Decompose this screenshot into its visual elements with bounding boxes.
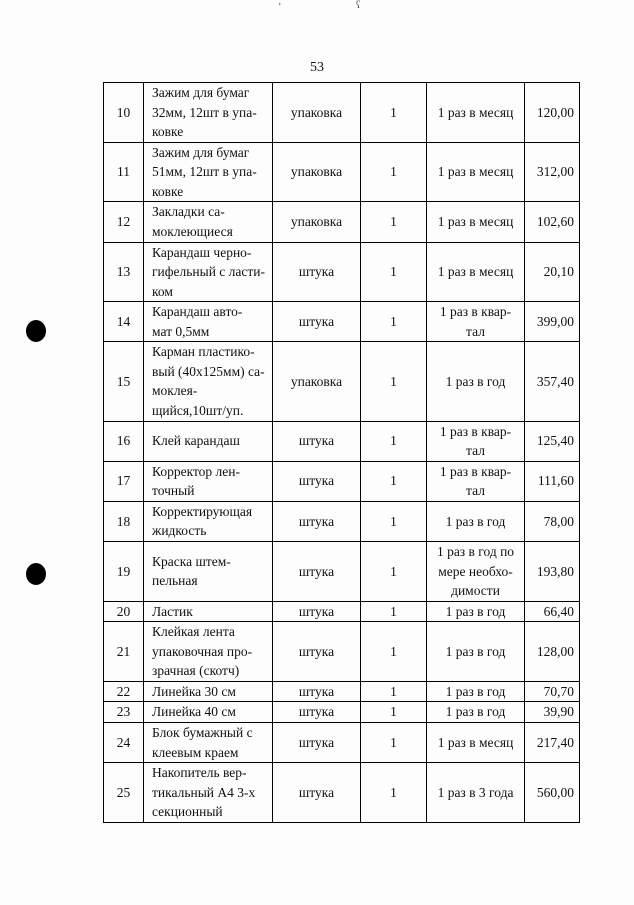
frequency-cell xyxy=(427,723,525,763)
unit-cell: штука xyxy=(273,681,361,702)
row-number-cell: 12 xyxy=(104,202,144,242)
frequency-cell xyxy=(427,763,525,823)
frequency-cell-line: 1 раз в квар- xyxy=(439,304,512,320)
table-row xyxy=(104,702,580,723)
item-name-cell-line: тикальный А4 3-х xyxy=(152,784,256,800)
row-number-cell: 13 xyxy=(104,242,144,302)
item-name-cell xyxy=(144,342,273,421)
punch-hole xyxy=(26,320,46,342)
row-number-cell: 17 xyxy=(104,461,144,501)
item-name-cell-line: точный xyxy=(152,483,195,499)
table-row xyxy=(104,541,580,601)
table-row xyxy=(104,681,580,702)
page-number: 53 xyxy=(310,60,324,75)
price-cell: 312,00 xyxy=(525,142,580,202)
item-name-cell-line: ком xyxy=(152,283,173,299)
scan-speck: ’ xyxy=(278,2,282,13)
item-name-cell-line: Зажим для бумаг xyxy=(152,144,250,160)
quantity-cell: 1 xyxy=(361,763,427,823)
quantity-cell: 1 xyxy=(361,342,427,421)
item-name-cell-line: Закладки са- xyxy=(152,204,225,220)
unit-cell: штука xyxy=(273,302,361,342)
price-cell: 128,00 xyxy=(525,622,580,682)
item-name-cell-line: моклеющиеся xyxy=(152,223,233,239)
item-name-cell-line: Накопитель вер- xyxy=(152,765,247,781)
unit-cell: штука xyxy=(273,601,361,622)
price-cell: 102,60 xyxy=(525,202,580,242)
quantity-cell: 1 xyxy=(361,723,427,763)
row-number-cell: 21 xyxy=(104,622,144,682)
price-cell: 193,80 xyxy=(525,541,580,601)
item-name-cell xyxy=(144,763,273,823)
item-name-cell-line: Клей карандаш xyxy=(152,433,240,449)
item-name-cell-line: Корректор лен- xyxy=(152,463,241,479)
quantity-cell: 1 xyxy=(361,142,427,202)
unit-cell: упаковка xyxy=(273,202,361,242)
frequency-cell-line: 1 раз в год xyxy=(445,643,506,659)
item-name-cell-line: моклея- xyxy=(152,383,198,399)
table-row xyxy=(104,242,580,302)
supplies-table xyxy=(103,82,580,823)
frequency-cell-line: 1 раз в год xyxy=(445,373,506,389)
item-name-cell-line: Линейка 40 см xyxy=(152,704,236,720)
frequency-cell xyxy=(427,421,525,461)
price-cell: 66,40 xyxy=(525,601,580,622)
item-name-cell xyxy=(144,461,273,501)
item-name-cell xyxy=(144,142,273,202)
frequency-cell xyxy=(427,501,525,541)
frequency-cell xyxy=(427,461,525,501)
item-name-cell xyxy=(144,681,273,702)
unit-cell: штука xyxy=(273,421,361,461)
frequency-cell-line: 1 раз в год xyxy=(445,603,506,619)
unit-cell: упаковка xyxy=(273,142,361,202)
frequency-cell xyxy=(427,342,525,421)
frequency-cell-line: димости xyxy=(451,583,500,599)
frequency-cell-line: 1 раз в год xyxy=(445,683,506,699)
item-name-cell-line: Клейкая лента xyxy=(152,624,235,640)
table-row xyxy=(104,601,580,622)
table-row xyxy=(104,501,580,541)
quantity-cell: 1 xyxy=(361,501,427,541)
row-number-cell: 11 xyxy=(104,142,144,202)
quantity-cell: 1 xyxy=(361,541,427,601)
item-name-cell-line: Краска штем- xyxy=(152,553,231,569)
price-cell: 120,00 xyxy=(525,83,580,143)
unit-cell: упаковка xyxy=(273,342,361,421)
frequency-cell xyxy=(427,622,525,682)
item-name-cell xyxy=(144,601,273,622)
item-name-cell-line: пельная xyxy=(152,573,198,589)
item-name-cell xyxy=(144,702,273,723)
unit-cell: штука xyxy=(273,723,361,763)
frequency-cell-line: 1 раз в месяц xyxy=(437,264,514,280)
row-number-cell: 23 xyxy=(104,702,144,723)
quantity-cell: 1 xyxy=(361,702,427,723)
frequency-cell xyxy=(427,702,525,723)
frequency-cell-line: тал xyxy=(466,483,485,499)
unit-cell: штука xyxy=(273,622,361,682)
row-number-cell: 18 xyxy=(104,501,144,541)
frequency-cell xyxy=(427,242,525,302)
table-row xyxy=(104,461,580,501)
item-name-cell-line: Корректирующая xyxy=(152,503,253,519)
item-name-cell-line: Ластик xyxy=(152,603,193,619)
quantity-cell: 1 xyxy=(361,601,427,622)
item-name-cell-line: жидкость xyxy=(152,523,207,539)
quantity-cell: 1 xyxy=(361,202,427,242)
price-cell: 20,10 xyxy=(525,242,580,302)
frequency-cell-line: 1 раз в месяц xyxy=(437,214,514,230)
table-row xyxy=(104,83,580,143)
table-row xyxy=(104,302,580,342)
quantity-cell: 1 xyxy=(361,622,427,682)
price-cell: 78,00 xyxy=(525,501,580,541)
quantity-cell: 1 xyxy=(361,242,427,302)
unit-cell: штука xyxy=(273,461,361,501)
frequency-cell-line: мере необхо- xyxy=(438,563,513,579)
frequency-cell-line: 1 раз в год xyxy=(445,513,506,529)
quantity-cell: 1 xyxy=(361,302,427,342)
item-name-cell xyxy=(144,83,273,143)
punch-hole xyxy=(26,563,46,585)
unit-cell: штука xyxy=(273,541,361,601)
quantity-cell: 1 xyxy=(361,421,427,461)
row-number-cell: 15 xyxy=(104,342,144,421)
row-number-cell: 24 xyxy=(104,723,144,763)
frequency-cell xyxy=(427,302,525,342)
item-name-cell-line: ковке xyxy=(152,124,184,140)
table-row xyxy=(104,763,580,823)
supplies-table-body xyxy=(104,83,580,823)
table-row xyxy=(104,622,580,682)
item-name-cell-line: ковке xyxy=(152,183,184,199)
price-cell: 357,40 xyxy=(525,342,580,421)
row-number-cell: 16 xyxy=(104,421,144,461)
item-name-cell xyxy=(144,242,273,302)
item-name-cell-line: мат 0,5мм xyxy=(152,323,210,339)
price-cell: 111,60 xyxy=(525,461,580,501)
scan-speck: ʕ xyxy=(356,0,361,11)
item-name-cell-line: секционный xyxy=(152,804,223,820)
frequency-cell-line: тал xyxy=(466,443,485,459)
unit-cell: штука xyxy=(273,702,361,723)
item-name-cell-line: 51мм, 12шт в упа- xyxy=(152,164,257,180)
table-row xyxy=(104,421,580,461)
table-row xyxy=(104,142,580,202)
price-cell: 70,70 xyxy=(525,681,580,702)
frequency-cell-line: 1 раз в год xyxy=(445,704,506,720)
quantity-cell: 1 xyxy=(361,681,427,702)
frequency-cell xyxy=(427,601,525,622)
frequency-cell-line: 1 раз в 3 года xyxy=(437,784,514,800)
price-cell: 560,00 xyxy=(525,763,580,823)
item-name-cell-line: клеевым краем xyxy=(152,744,239,760)
price-cell: 39,90 xyxy=(525,702,580,723)
frequency-cell xyxy=(427,142,525,202)
item-name-cell xyxy=(144,541,273,601)
item-name-cell-line: Линейка 30 см xyxy=(152,683,236,699)
item-name-cell xyxy=(144,302,273,342)
item-name-cell xyxy=(144,622,273,682)
unit-cell: штука xyxy=(273,501,361,541)
frequency-cell xyxy=(427,202,525,242)
row-number-cell: 14 xyxy=(104,302,144,342)
item-name-cell-line: щийся,10шт/уп. xyxy=(152,403,244,418)
item-name-cell-line: гифельный с ласти- xyxy=(152,264,265,280)
item-name-cell-line: Зажим для бумаг xyxy=(152,85,250,100)
row-number-cell: 19 xyxy=(104,541,144,601)
unit-cell: штука xyxy=(273,763,361,823)
item-name-cell-line: зрачная (скотч) xyxy=(152,663,240,679)
row-number-cell: 25 xyxy=(104,763,144,823)
item-name-cell-line: упаковочная про- xyxy=(152,643,253,659)
row-number-cell: 10 xyxy=(104,83,144,143)
frequency-cell-line: 1 раз в квар- xyxy=(439,463,512,479)
frequency-cell-line: 1 раз в месяц xyxy=(437,164,514,180)
row-number-cell: 22 xyxy=(104,681,144,702)
frequency-cell xyxy=(427,681,525,702)
quantity-cell: 1 xyxy=(361,461,427,501)
table-row xyxy=(104,723,580,763)
item-name-cell xyxy=(144,421,273,461)
row-number-cell: 20 xyxy=(104,601,144,622)
frequency-cell xyxy=(427,83,525,143)
frequency-cell-line: тал xyxy=(466,323,485,339)
table-row xyxy=(104,202,580,242)
frequency-cell xyxy=(427,541,525,601)
price-cell: 217,40 xyxy=(525,723,580,763)
item-name-cell-line: 32мм, 12шт в упа- xyxy=(152,104,257,120)
item-name-cell-line: Карандаш авто- xyxy=(152,304,243,320)
frequency-cell-line: 1 раз в год по xyxy=(436,543,515,559)
item-name-cell-line: Карандаш черно- xyxy=(152,244,252,260)
item-name-cell xyxy=(144,202,273,242)
item-name-cell-line: Блок бумажный с xyxy=(152,725,253,740)
item-name-cell-line: Карман пластико- xyxy=(152,344,255,360)
price-cell: 399,00 xyxy=(525,302,580,342)
frequency-cell-line: 1 раз в месяц xyxy=(437,734,514,750)
frequency-cell-line: 1 раз в квар- xyxy=(439,423,512,439)
frequency-cell-line: 1 раз в месяц xyxy=(437,104,514,120)
unit-cell: упаковка xyxy=(273,83,361,143)
item-name-cell xyxy=(144,723,273,763)
item-name-cell-line: вый (40х125мм) са- xyxy=(152,363,265,379)
table-row xyxy=(104,342,580,421)
price-cell: 125,40 xyxy=(525,421,580,461)
unit-cell: штука xyxy=(273,242,361,302)
quantity-cell: 1 xyxy=(361,83,427,143)
item-name-cell xyxy=(144,501,273,541)
